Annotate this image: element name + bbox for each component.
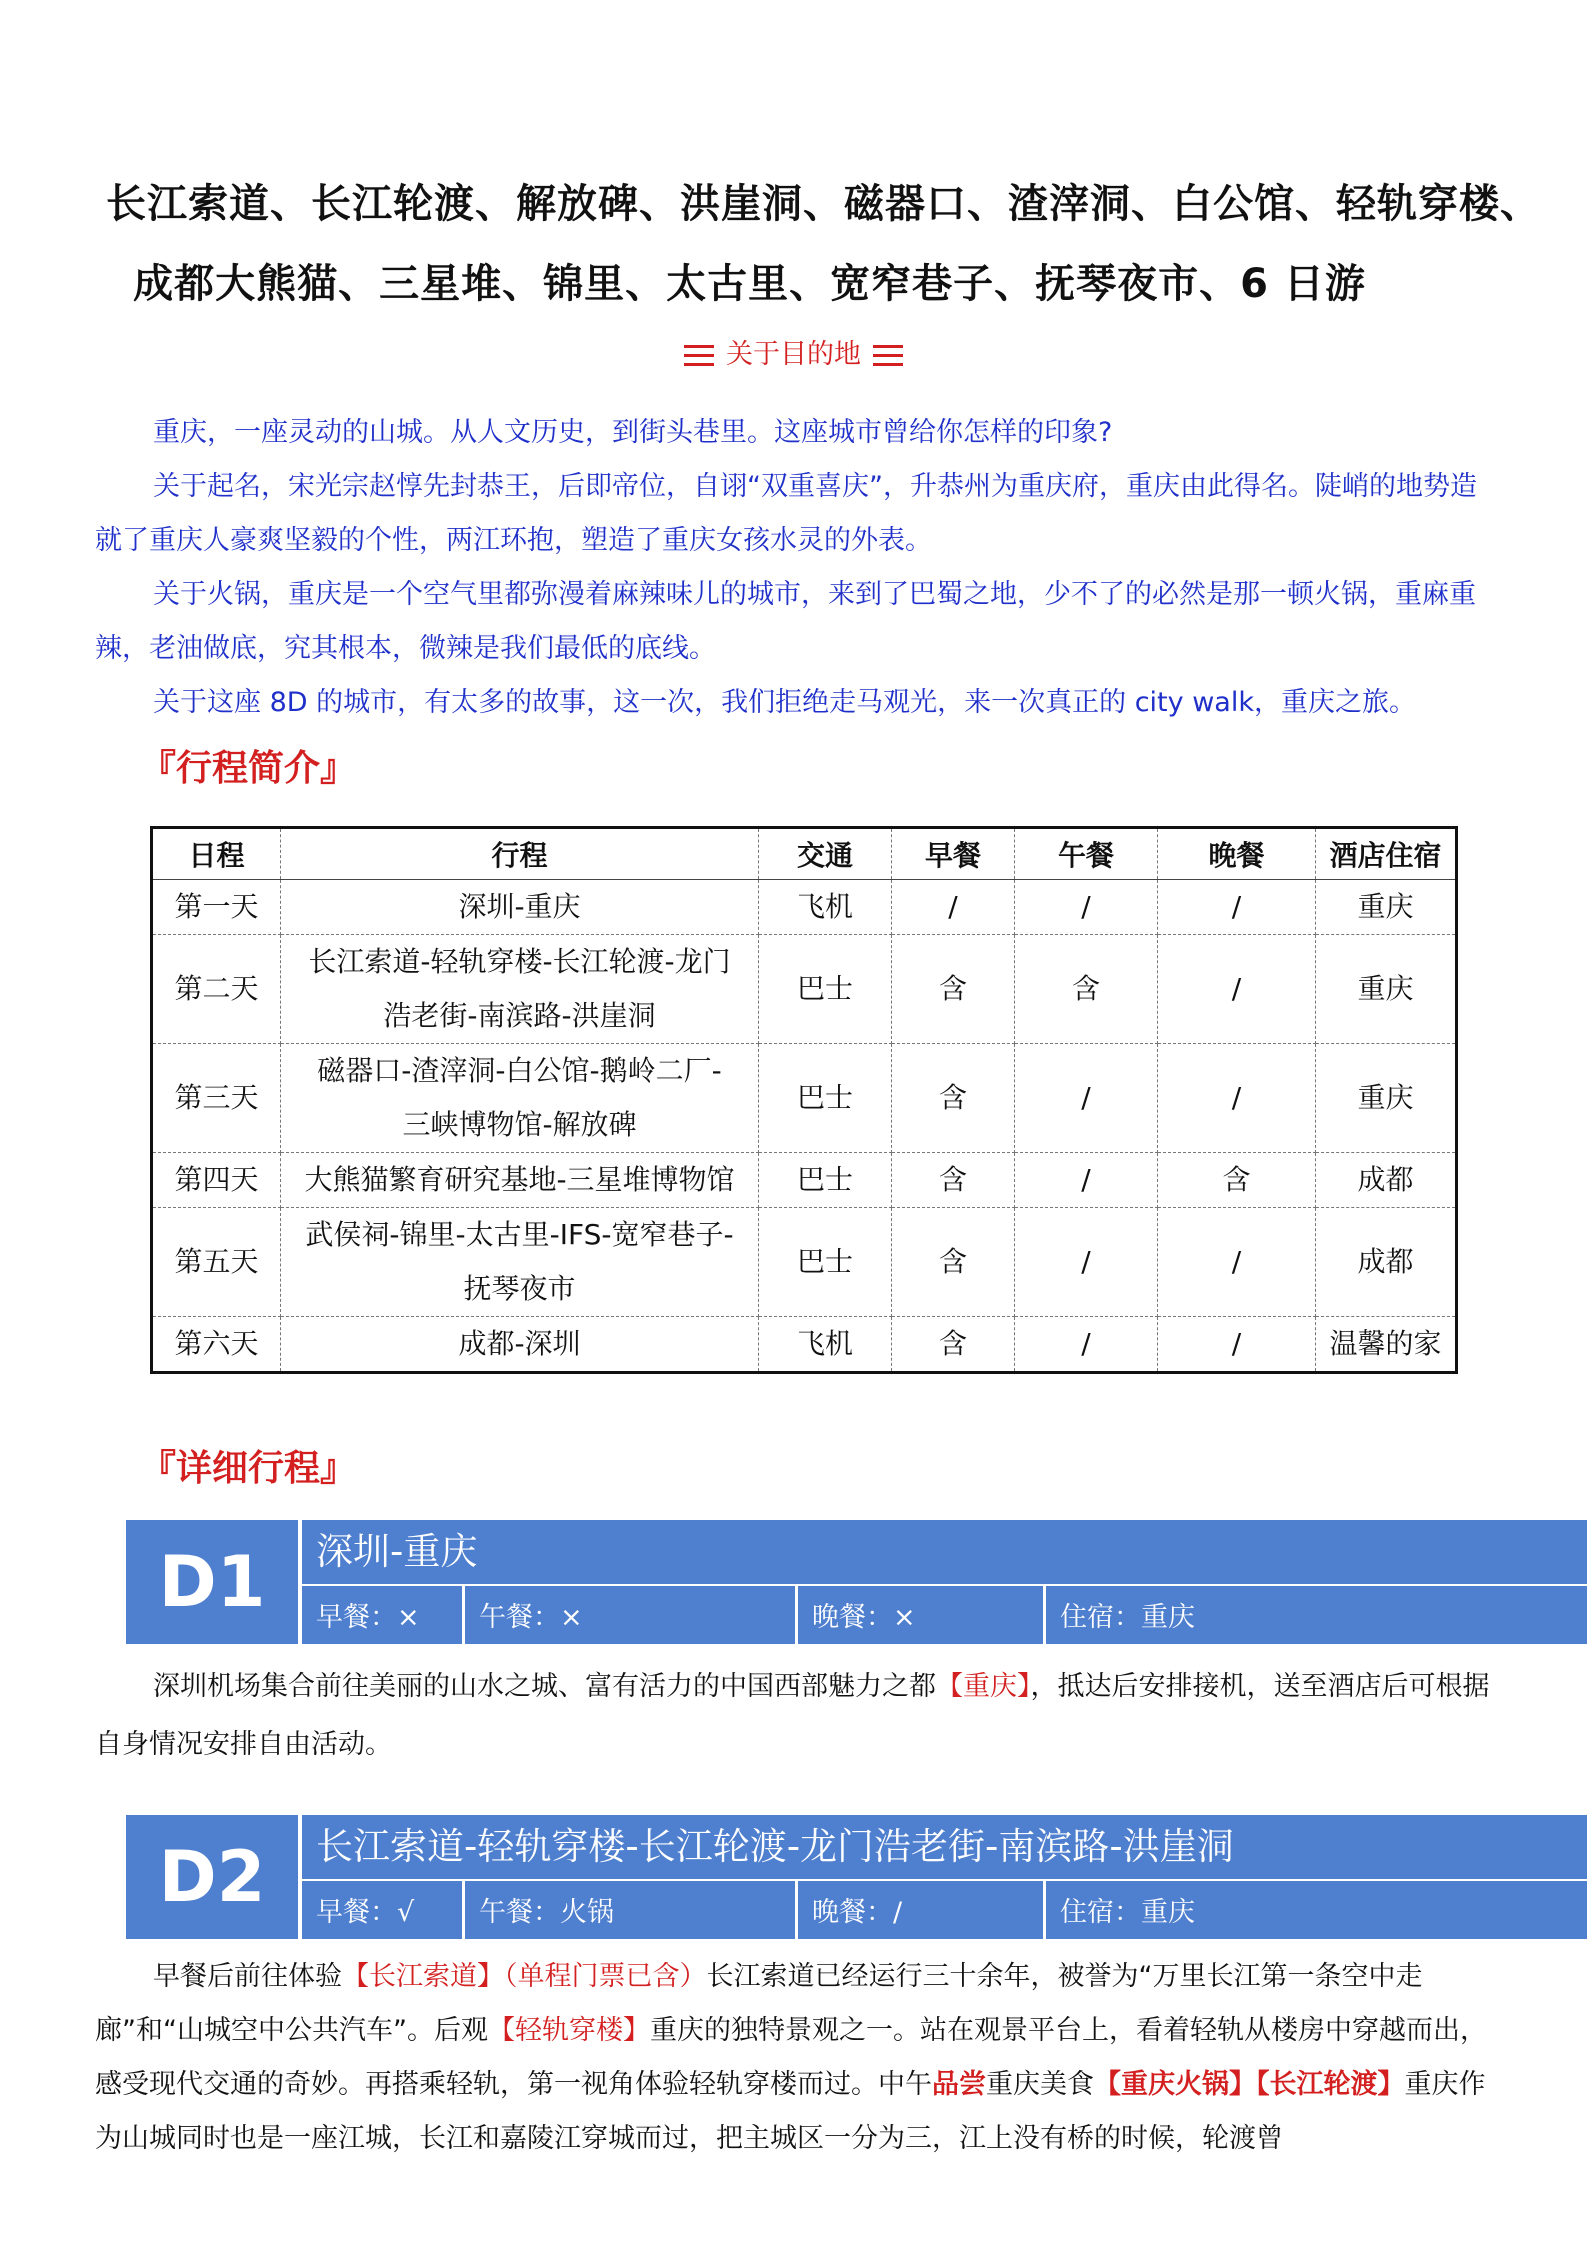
day-cell: 第二天	[152, 935, 281, 1044]
lunch-cell: 含	[1015, 935, 1158, 1044]
lunch-cell: /	[1015, 1044, 1158, 1153]
route-cell	[281, 1153, 759, 1208]
text-run: 重庆美食	[986, 2069, 1094, 2100]
highlight-place: 【长江索道】（单程门票已含）	[342, 1961, 707, 1992]
breakfast-cell: 含	[892, 1044, 1015, 1153]
hotel-cell: 成都	[1316, 1208, 1457, 1317]
table-row	[152, 935, 1457, 1044]
lunch-cell: /	[1015, 1208, 1158, 1317]
dinner-cell: /	[1158, 935, 1316, 1044]
text-run: 重庆的独特景观之一。站在观景平台上，看着轻轨从楼房中穿越而出，感受现代交通的奇妙。再搭乘轻轨，第一视角体验轻轨穿楼而过。中午	[95, 2015, 1487, 2100]
day-route-title: 长江索道-轻轨穿楼-长江轮渡-龙门浩老街-南滨路-洪崖洞	[302, 1815, 1587, 1879]
lunch-cell: /	[1015, 1317, 1158, 1373]
hotel-info: 住宿：重庆	[1046, 1586, 1587, 1644]
dinner-cell: /	[1158, 1208, 1316, 1317]
route-cell	[281, 1044, 759, 1153]
intro-paragraph: 关于起名，宋光宗赵惇先封恭王，后即帝位，自诩“双重喜庆”，升恭州为重庆府，重庆由此得名。陡峭的地势造就了重庆人豪爽坚毅的个性，两江环抱，塑造了重庆女孩水灵的外表。	[95, 471, 1477, 556]
dinner-cell: /	[1158, 1044, 1316, 1153]
breakfast-cell: /	[892, 880, 1015, 935]
dinner-cell: /	[1158, 880, 1316, 935]
hotel-info: 住宿：重庆	[1046, 1881, 1587, 1939]
route-cell	[281, 1317, 759, 1373]
route-line: 武侯祠-锦里-太古里-IFS-宽窄巷子-	[305, 1218, 734, 1251]
day-cell: 第五天	[152, 1208, 281, 1317]
meal-strip	[302, 1881, 1587, 1939]
day2-description	[95, 1950, 1500, 2166]
highlight-bold: 【重庆火锅】【长江轮渡】	[1094, 2069, 1405, 2100]
transport-cell: 巴士	[759, 1044, 892, 1153]
route-line: 磁器口-渣滓洞-白公馆-鹅岭二厂-	[317, 1054, 722, 1087]
route-line: 大熊猫繁育研究基地-三星堆博物馆	[304, 1163, 735, 1196]
menu-lines-icon	[684, 345, 714, 367]
table-row	[152, 1044, 1457, 1153]
breakfast-info: 早餐：√	[302, 1881, 462, 1939]
breakfast-cell: 含	[892, 1317, 1015, 1373]
table-header: 酒店住宿	[1316, 828, 1457, 880]
hotel-cell: 温馨的家	[1316, 1317, 1457, 1373]
day1-description	[95, 1658, 1500, 1774]
day1-paragraph	[95, 1658, 1500, 1774]
table-row	[152, 1153, 1457, 1208]
breakfast-info: 早餐：×	[302, 1586, 462, 1644]
table-row	[152, 880, 1457, 935]
route-cell	[281, 880, 759, 935]
transport-cell: 巴士	[759, 1153, 892, 1208]
table-header: 早餐	[892, 828, 1015, 880]
highlight-place: 【重庆】	[936, 1671, 1031, 1702]
table-row	[152, 1317, 1457, 1373]
itinerary-table	[150, 826, 1458, 1374]
route-line: 长江索道-轻轨穿楼-长江轮渡-龙门	[308, 945, 731, 978]
about-heading-label: 关于目的地	[726, 339, 861, 370]
lunch-info: 午餐：火锅	[465, 1881, 795, 1939]
table-header-row	[152, 828, 1457, 880]
day2-paragraph	[95, 1950, 1500, 2166]
text-run: 早餐后前往体验	[153, 1961, 342, 1992]
day-route-title: 深圳-重庆	[302, 1520, 1587, 1584]
text-run: 深圳机场集合前往美丽的山水之城、富有活力的中国西部魅力之都	[153, 1671, 936, 1702]
route-cell	[281, 935, 759, 1044]
transport-cell: 巴士	[759, 1208, 892, 1317]
lunch-cell: /	[1015, 880, 1158, 935]
intro-paragraph: 关于这座 8D 的城市，有太多的故事，这一次，我们拒绝走马观光，来一次真正的 city walk，重庆之旅。	[153, 687, 1416, 718]
route-line: 成都-深圳	[458, 1327, 581, 1360]
intro-paragraph: 关于火锅，重庆是一个空气里都弥漫着麻辣味儿的城市，来到了巴蜀之地，少不了的必然是那一顿火锅，重麻重辣，老油做底，究其根本，微辣是我们最低的底线。	[95, 579, 1476, 664]
table-header: 行程	[281, 828, 759, 880]
hotel-cell: 重庆	[1316, 935, 1457, 1044]
page-title-line2: 成都大熊猫、三星堆、锦里、太古里、宽窄巷子、抚琴夜市、6 日游	[133, 261, 1366, 307]
lunch-cell: /	[1015, 1153, 1158, 1208]
table-header: 日程	[152, 828, 281, 880]
transport-cell: 飞机	[759, 1317, 892, 1373]
route-cell	[281, 1208, 759, 1317]
transport-cell: 飞机	[759, 880, 892, 935]
hotel-cell: 成都	[1316, 1153, 1457, 1208]
dinner-info: 晚餐：×	[798, 1586, 1043, 1644]
section-heading-overview: 『行程简介』	[140, 748, 357, 789]
section-heading-detail: 『详细行程』	[140, 1448, 357, 1489]
table-header: 交通	[759, 828, 892, 880]
transport-cell: 巴士	[759, 935, 892, 1044]
table-header: 午餐	[1015, 828, 1158, 880]
highlight-place: 【轻轨穿楼】	[487, 2015, 650, 2046]
dinner-cell: 含	[1158, 1153, 1316, 1208]
table-row	[152, 1208, 1457, 1317]
breakfast-cell: 含	[892, 1153, 1015, 1208]
breakfast-cell: 含	[892, 1208, 1015, 1317]
day-cell: 第三天	[152, 1044, 281, 1153]
dinner-cell: /	[1158, 1317, 1316, 1373]
day-cell: 第四天	[152, 1153, 281, 1208]
day-cell: 第六天	[152, 1317, 281, 1373]
route-line: 深圳-重庆	[458, 890, 581, 923]
text-run: 长江索道已经运行三十余年，被誉为“万里长江第一条空中走廊”和“山城空中公共汽车”。后观	[95, 1961, 1423, 2046]
route-line: 三峡博物馆-解放碑	[402, 1108, 637, 1141]
table-header: 晚餐	[1158, 828, 1316, 880]
breakfast-cell: 含	[892, 935, 1015, 1044]
day-number: D2	[126, 1815, 298, 1939]
dinner-info: 晚餐：/	[798, 1881, 1043, 1939]
hotel-cell: 重庆	[1316, 1044, 1457, 1153]
menu-lines-icon	[873, 345, 903, 367]
page-title-line1: 长江索道、长江轮渡、解放碑、洪崖洞、磁器口、渣滓洞、白公馆、轻轨穿楼、	[106, 181, 1541, 227]
route-line: 抚琴夜市	[463, 1272, 576, 1305]
about-destination-heading	[0, 332, 1587, 371]
lunch-info: 午餐：×	[465, 1586, 795, 1644]
highlight-bold: 品尝	[932, 2069, 986, 2100]
text-run: ，抵达后安排接机，送至酒店后可根据自身情况安排自由活动。	[95, 1671, 1490, 1760]
route-line: 浩老街-南滨路-洪崖洞	[383, 999, 656, 1032]
day-cell: 第一天	[152, 880, 281, 935]
text-run: 重庆作为山城同时也是一座江城，长江和嘉陵江穿城而过，把主城区一分为三，江上没有桥的时候，轮渡曾	[95, 2069, 1486, 2154]
intro-text	[95, 406, 1500, 730]
intro-paragraph: 重庆，一座灵动的山城。从人文历史，到街头巷里。这座城市曾给你怎样的印象?	[153, 417, 1113, 448]
day-number: D1	[126, 1520, 298, 1644]
hotel-cell: 重庆	[1316, 880, 1457, 935]
meal-strip	[302, 1586, 1587, 1644]
